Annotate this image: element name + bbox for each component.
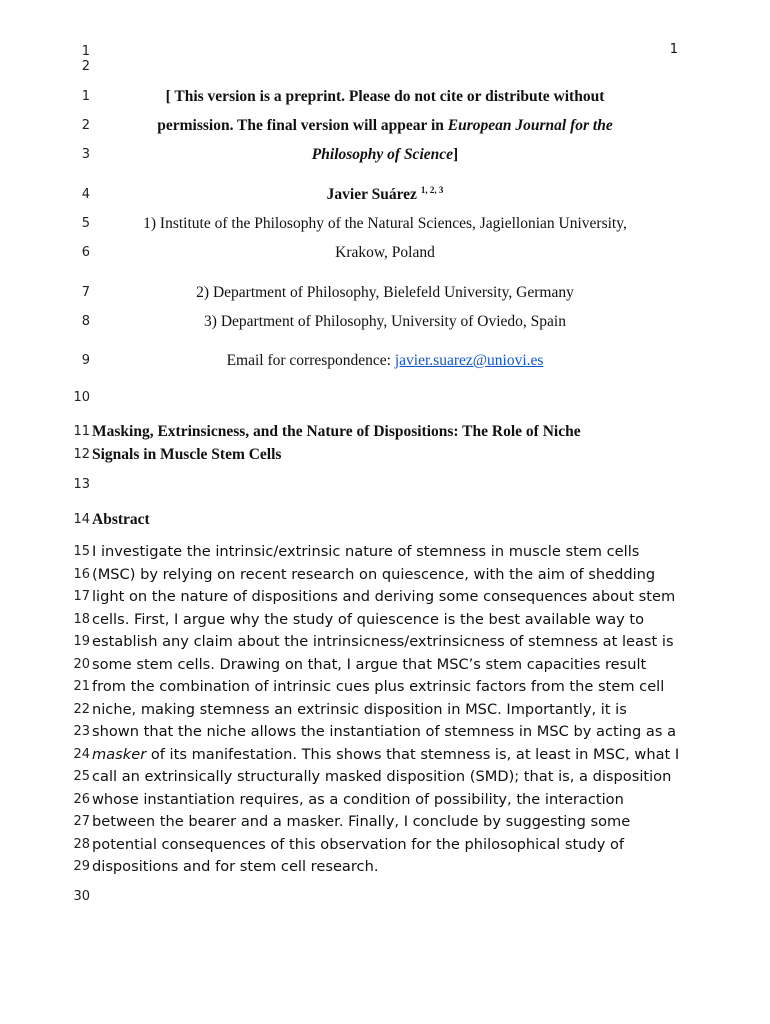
line-number: 2 xyxy=(81,118,90,133)
email-link[interactable]: javier.suarez@uniovi.es xyxy=(394,352,544,369)
line-number: 12 xyxy=(73,447,90,462)
journal-name: European Journal for the xyxy=(447,117,613,134)
preprint-notice-prefix: permission. The final version will appear in xyxy=(157,117,448,134)
line-number: 13 xyxy=(73,477,90,492)
line-number: 27 xyxy=(73,814,90,829)
line-number: 8 xyxy=(81,314,90,329)
line-number: 16 xyxy=(73,566,90,582)
line-number: 30 xyxy=(73,889,90,904)
line-number: 15 xyxy=(73,544,90,559)
abstract-text: establish any claim about the intrinsicness/extrinsicness of stemness at least is xyxy=(92,633,674,650)
line-number: 4 xyxy=(81,187,90,202)
abstract-text: (MSC) by relying on recent research on quiescence, with the aim of shedding xyxy=(92,565,656,583)
abstract-text: call an extrinsically structurally masked disposition (SMD); that is, a disposition xyxy=(92,768,672,785)
abstract-text: I investigate the intrinsic/extrinsic nature of stemness in muscle stem cells xyxy=(92,543,640,560)
abstract-text: shown that the niche allows the instantiation of stemness in MSC by acting as a xyxy=(92,723,677,740)
line-number: 29 xyxy=(73,859,90,874)
abstract-text: whose instantiation requires, as a condition of possibility, the interaction xyxy=(92,790,624,808)
author-affiliation-marks: 1, 2, 3 xyxy=(420,184,444,195)
affiliation-text: 2) Department of Philosophy, Bielefeld University, Germany xyxy=(196,284,574,301)
abstract-text: between the bearer and a masker. Finally, I conclude by suggesting some xyxy=(92,813,631,830)
line-number: 21 xyxy=(73,679,90,694)
preprint-notice-text xyxy=(95,145,675,165)
affiliation-text: 1) Institute of the Philosophy of the Natural Sciences, Jagiellonian University, xyxy=(143,215,627,232)
line-number: 26 xyxy=(73,791,90,807)
line-number: 7 xyxy=(81,285,90,300)
line-number: 23 xyxy=(73,724,90,739)
line-number: 9 xyxy=(81,353,90,368)
abstract-text: cells. First, I argue why the study of quiescence is the best available way to xyxy=(92,610,645,628)
preprint-notice-suffix: ] xyxy=(453,146,459,163)
line-number: 28 xyxy=(73,836,90,852)
line-number: 19 xyxy=(73,634,90,649)
abstract-text: dispositions and for stem cell research. xyxy=(92,858,379,875)
abstract-italic-term: masker xyxy=(92,745,147,763)
author-name: Javier Suárez xyxy=(326,186,417,203)
affiliation-text: Krakow, Poland xyxy=(335,244,435,261)
author xyxy=(95,185,675,205)
line-number: 3 xyxy=(81,147,90,162)
line-number: 18 xyxy=(73,611,90,627)
line-number: 5 xyxy=(81,216,90,231)
email-label: Email for correspondence: xyxy=(226,352,395,369)
preprint-notice-text xyxy=(95,116,675,136)
line-number: 20 xyxy=(73,656,90,672)
abstract-text: niche, making stemness an extrinsic disposition in MSC. Importantly, it is xyxy=(92,700,627,718)
abstract-text: some stem cells. Drawing on that, I argue that MSC’s stem capacities result xyxy=(92,655,647,673)
line-number: 24 xyxy=(73,746,90,762)
line-number: 14 xyxy=(73,512,90,527)
abstract-heading: Abstract xyxy=(92,511,150,528)
line-number: 10 xyxy=(73,390,90,405)
paper-title-text: Masking, Extrinsicness, and the Nature of Dispositions: The Role of Niche xyxy=(92,423,581,440)
line-number: 22 xyxy=(73,701,90,717)
email-text xyxy=(95,351,675,371)
abstract-text xyxy=(92,745,692,765)
paper-title-text: Signals in Muscle Stem Cells xyxy=(92,446,282,463)
line-number: 25 xyxy=(73,769,90,784)
line-number: 17 xyxy=(73,589,90,604)
affiliation-text: 3) Department of Philosophy, University of Oviedo, Spain xyxy=(204,313,566,330)
line-number: 1 xyxy=(81,44,90,59)
line-number: 11 xyxy=(73,424,90,439)
line-number: 2 xyxy=(81,59,90,74)
preprint-notice-text: [ This version is a preprint. Please do not cite or distribute without xyxy=(165,88,605,105)
abstract-text: from the combination of intrinsic cues plus extrinsic factors from the stem cell xyxy=(92,678,665,695)
abstract-text-rest: of its manifestation. This shows that stemness is, at least in MSC, what I xyxy=(146,745,680,763)
abstract-text: light on the nature of dispositions and deriving some consequences about stem xyxy=(92,588,676,605)
line-number: 1 xyxy=(81,89,90,104)
journal-name: Philosophy of Science xyxy=(311,146,454,163)
line-number: 6 xyxy=(81,245,90,260)
abstract-text: potential consequences of this observation for the philosophical study of xyxy=(92,835,625,853)
page-number: 1 xyxy=(669,42,678,57)
